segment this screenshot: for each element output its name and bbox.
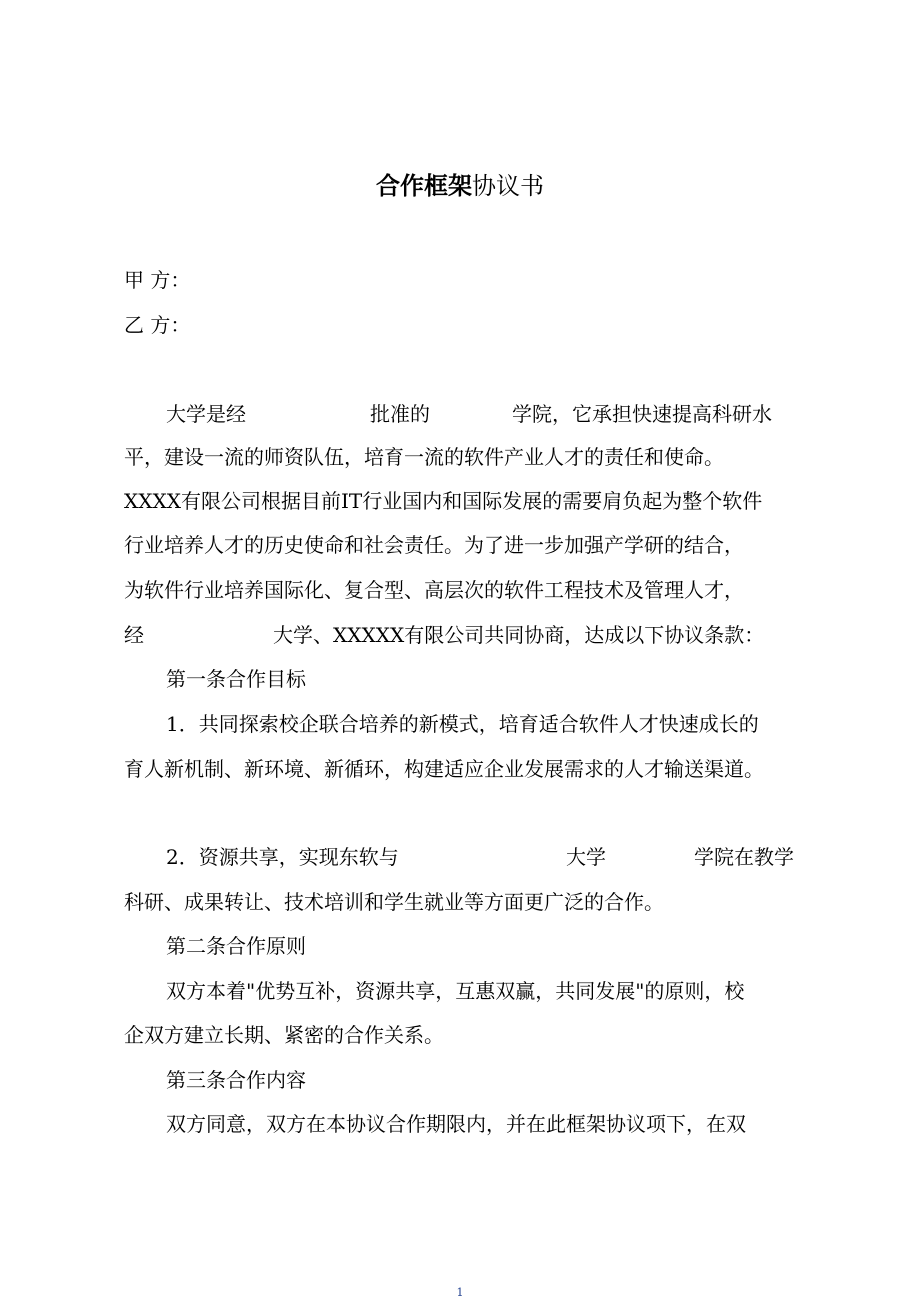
intro-line5: 为软件行业培养国际化、复合型、高层次的软件工程技术及管理人才， [124,578,744,602]
intro-line3: XXXX有限公司根据目前IT行业国内和国际发展的需要肩负起为整个软件 [124,489,763,513]
intro-line6-part1: 经 [124,623,144,647]
intro-line6-part2: 大学、XXXXX有限公司共同协商，达成以下协议条款： [273,623,765,647]
document-title [0,170,920,202]
article2-heading: 第二条合作原则 [166,934,306,958]
intro-line2: 平，建设一流的师资队伍，培育一流的软件产业人才的责任和使命。 [124,445,724,469]
article2-line2: 企双方建立长期、紧密的合作关系。 [124,1023,444,1047]
article3-line1: 双方同意，双方在本协议合作期限内，并在此框架协议项下，在双 [166,1112,746,1136]
title-bold-part: 合作框架 [376,172,472,200]
title-normal-part: 协议书 [472,172,544,200]
intro-line4: 行业培养人才的历史使命和社会责任。为了进一步加强产学研的结合， [124,533,744,557]
intro-line1-part1: 大学是经 [166,402,246,426]
article1-item2-line2: 科研、成果转让、技术培训和学生就业等方面更广泛的合作。 [124,890,664,914]
article1-item2-part3: 学院在教学 [694,845,794,869]
article1-item1-line1: 1．共同探索校企联合培养的新模式，培育适合软件人才快速成长的 [166,712,759,736]
article1-item2-part1: 2．资源共享，实现东软与 [166,845,399,869]
page-number: 1 [456,1286,464,1299]
party-b-label: 乙 方： [124,313,191,337]
article1-item1-line2: 育人新机制、新环境、新循环，构建适应企业发展需求的人才输送渠道。 [124,757,764,781]
party-a-label: 甲 方： [124,268,191,292]
article2-line1: 双方本着"优势互补，资源共享，互惠双赢，共同发展"的原则，校 [166,979,745,1003]
article1-item2-part2: 大学 [566,845,606,869]
intro-line1-part3: 学院，它承担快速提高科研水 [512,402,772,426]
article1-heading: 第一条合作目标 [166,667,306,691]
intro-line1-part2: 批准的 [370,402,430,426]
article3-heading: 第三条合作内容 [166,1068,306,1092]
